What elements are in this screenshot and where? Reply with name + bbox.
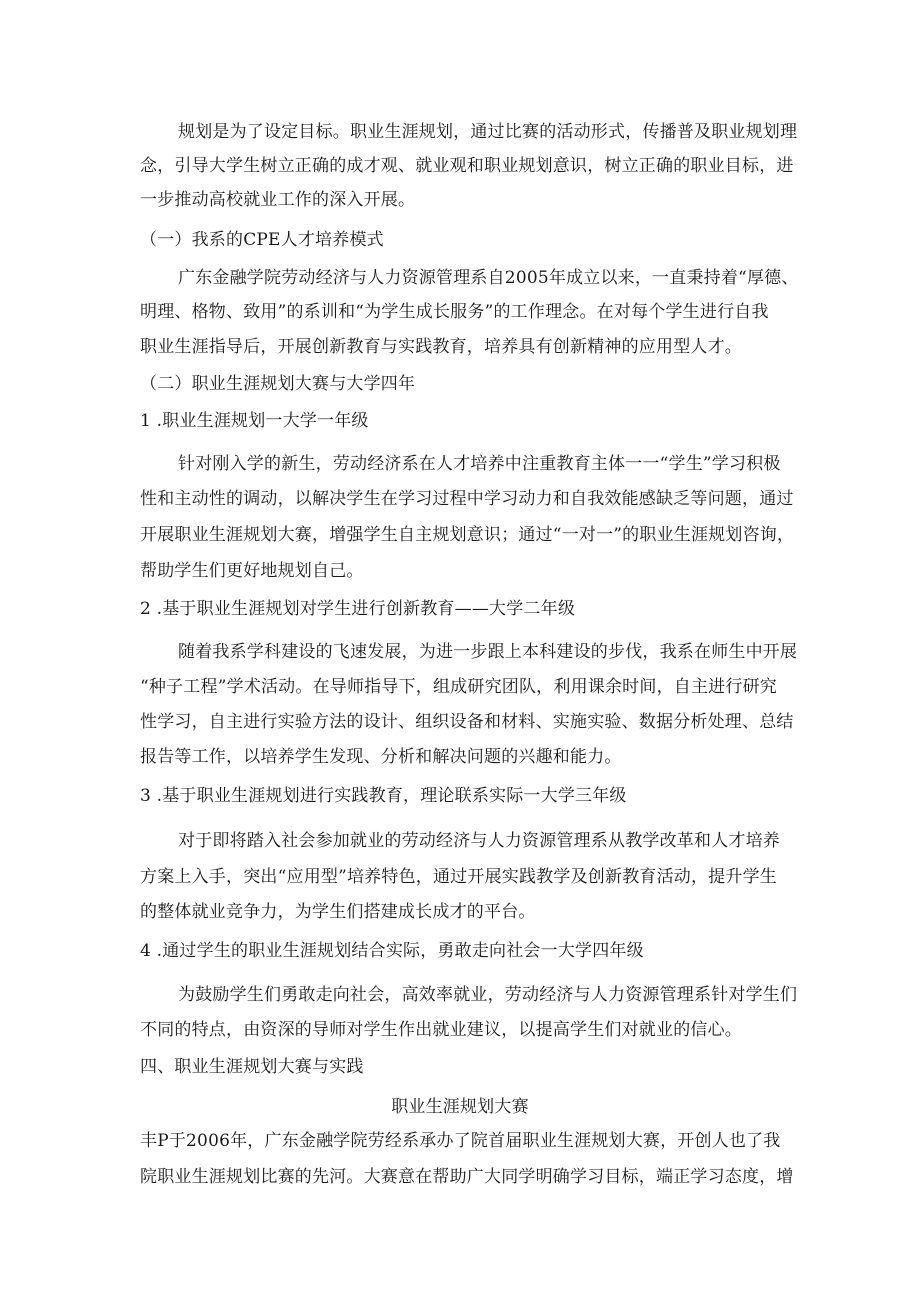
paragraph-line: 职业生涯指导后，开展创新教育与实践教育，培养具有创新精神的应用型人才。: [140, 337, 742, 357]
paragraph-line: 为鼓励学生们勇敢走向社会，高效率就业，劳动经济与人力资源管理系针对学生们: [178, 985, 798, 1005]
paragraph-line: 帮助学生们更好地规划自己。: [140, 561, 364, 581]
paragraph-line: 开展职业生涯规划大赛，增强学生自主规划意识；通过“一对一”的职业生涯规划咨询，: [140, 525, 795, 545]
list-item-heading: 2 .基于职业生涯规划对学生进行创新教育——大学二年级: [140, 599, 576, 619]
list-item-heading: 4 .通过学生的职业生涯规划结合实际，勇敢走向社会一大学四年级: [140, 941, 644, 961]
section-heading: （二）职业生涯规划大赛与大学四年: [140, 374, 416, 394]
paragraph-line: 念，引导大学生树立正确的成才观、就业观和职业规划意识，树立正确的职业目标，进: [140, 156, 794, 176]
paragraph-line: “种子工程”学术活动。在导师指导下，组成研究团队，利用课余时间，自主进行研究: [140, 677, 777, 697]
paragraph-line: 对于即将踏入社会参加就业的劳动经济与人力资源管理系从教学改革和人才培养: [178, 831, 780, 851]
paragraph-line: 丰P于2006年，广东金融学院劳经系承办了院首届职业生涯规划大赛，开创人也了我: [140, 1131, 781, 1151]
paragraph-line: 性学习，自主进行实验方法的设计、组织设备和材料、实施实验、数据分析处理、总结: [140, 712, 794, 732]
paragraph-line: 性和主动性的调动，以解决学生在学习过程中学习动力和自我效能感缺乏等问题，通过: [140, 489, 794, 509]
list-item-heading: 3 .基于职业生涯规划进行实践教育，理论联系实际一大学三年级: [140, 786, 627, 806]
section-heading: 四、职业生涯规划大赛与实践: [140, 1057, 364, 1077]
list-item-heading: 1 .职业生涯规划一大学一年级: [140, 411, 369, 431]
paragraph-line: 随着我系学科建设的飞速发展，为进一步跟上本科建设的步伐，我系在师生中开展: [178, 642, 798, 662]
paragraph-line: 规划是为了设定目标。职业生涯规划，通过比赛的活动形式，传播普及职业规划理: [178, 122, 798, 142]
paragraph-line: 明理、格物、致用”的系训和“为学生成长服务”的工作理念。在对每个学生进行自我: [140, 302, 769, 322]
paragraph-line: 针对刚入学的新生，劳动经济系在人才培养中注重教育主体一一“学生”学习积极: [178, 454, 781, 474]
paragraph-line: 广东金融学院劳动经济与人力资源管理系自2005年成立以来，一直秉持着“厚德、: [178, 268, 799, 288]
paragraph-line: 院职业生涯规划比赛的先河。大赛意在帮助广大同学明确学习目标，端正学习态度，增: [140, 1167, 794, 1187]
paragraph-line: 报告等工作，以培养学生发现、分析和解决问题的兴趣和能力。: [140, 747, 622, 767]
paragraph-line: 的整体就业竞争力，为学生们搭建成长成才的平台。: [140, 902, 536, 922]
paragraph-line: 一步推动高校就业工作的深入开展。: [140, 190, 416, 210]
subsection-title: 职业生涯规划大赛: [391, 1097, 529, 1117]
paragraph-line: 不同的特点，由资深的导师对学生作出就业建议，以提高学生们对就业的信心。: [140, 1020, 742, 1040]
section-heading: （一）我系的CPE人才培养模式: [140, 230, 384, 250]
paragraph-line: 方案上入手，突出“应用型”培养特色，通过开展实践教学及创新教育活动，提升学生: [140, 867, 777, 887]
